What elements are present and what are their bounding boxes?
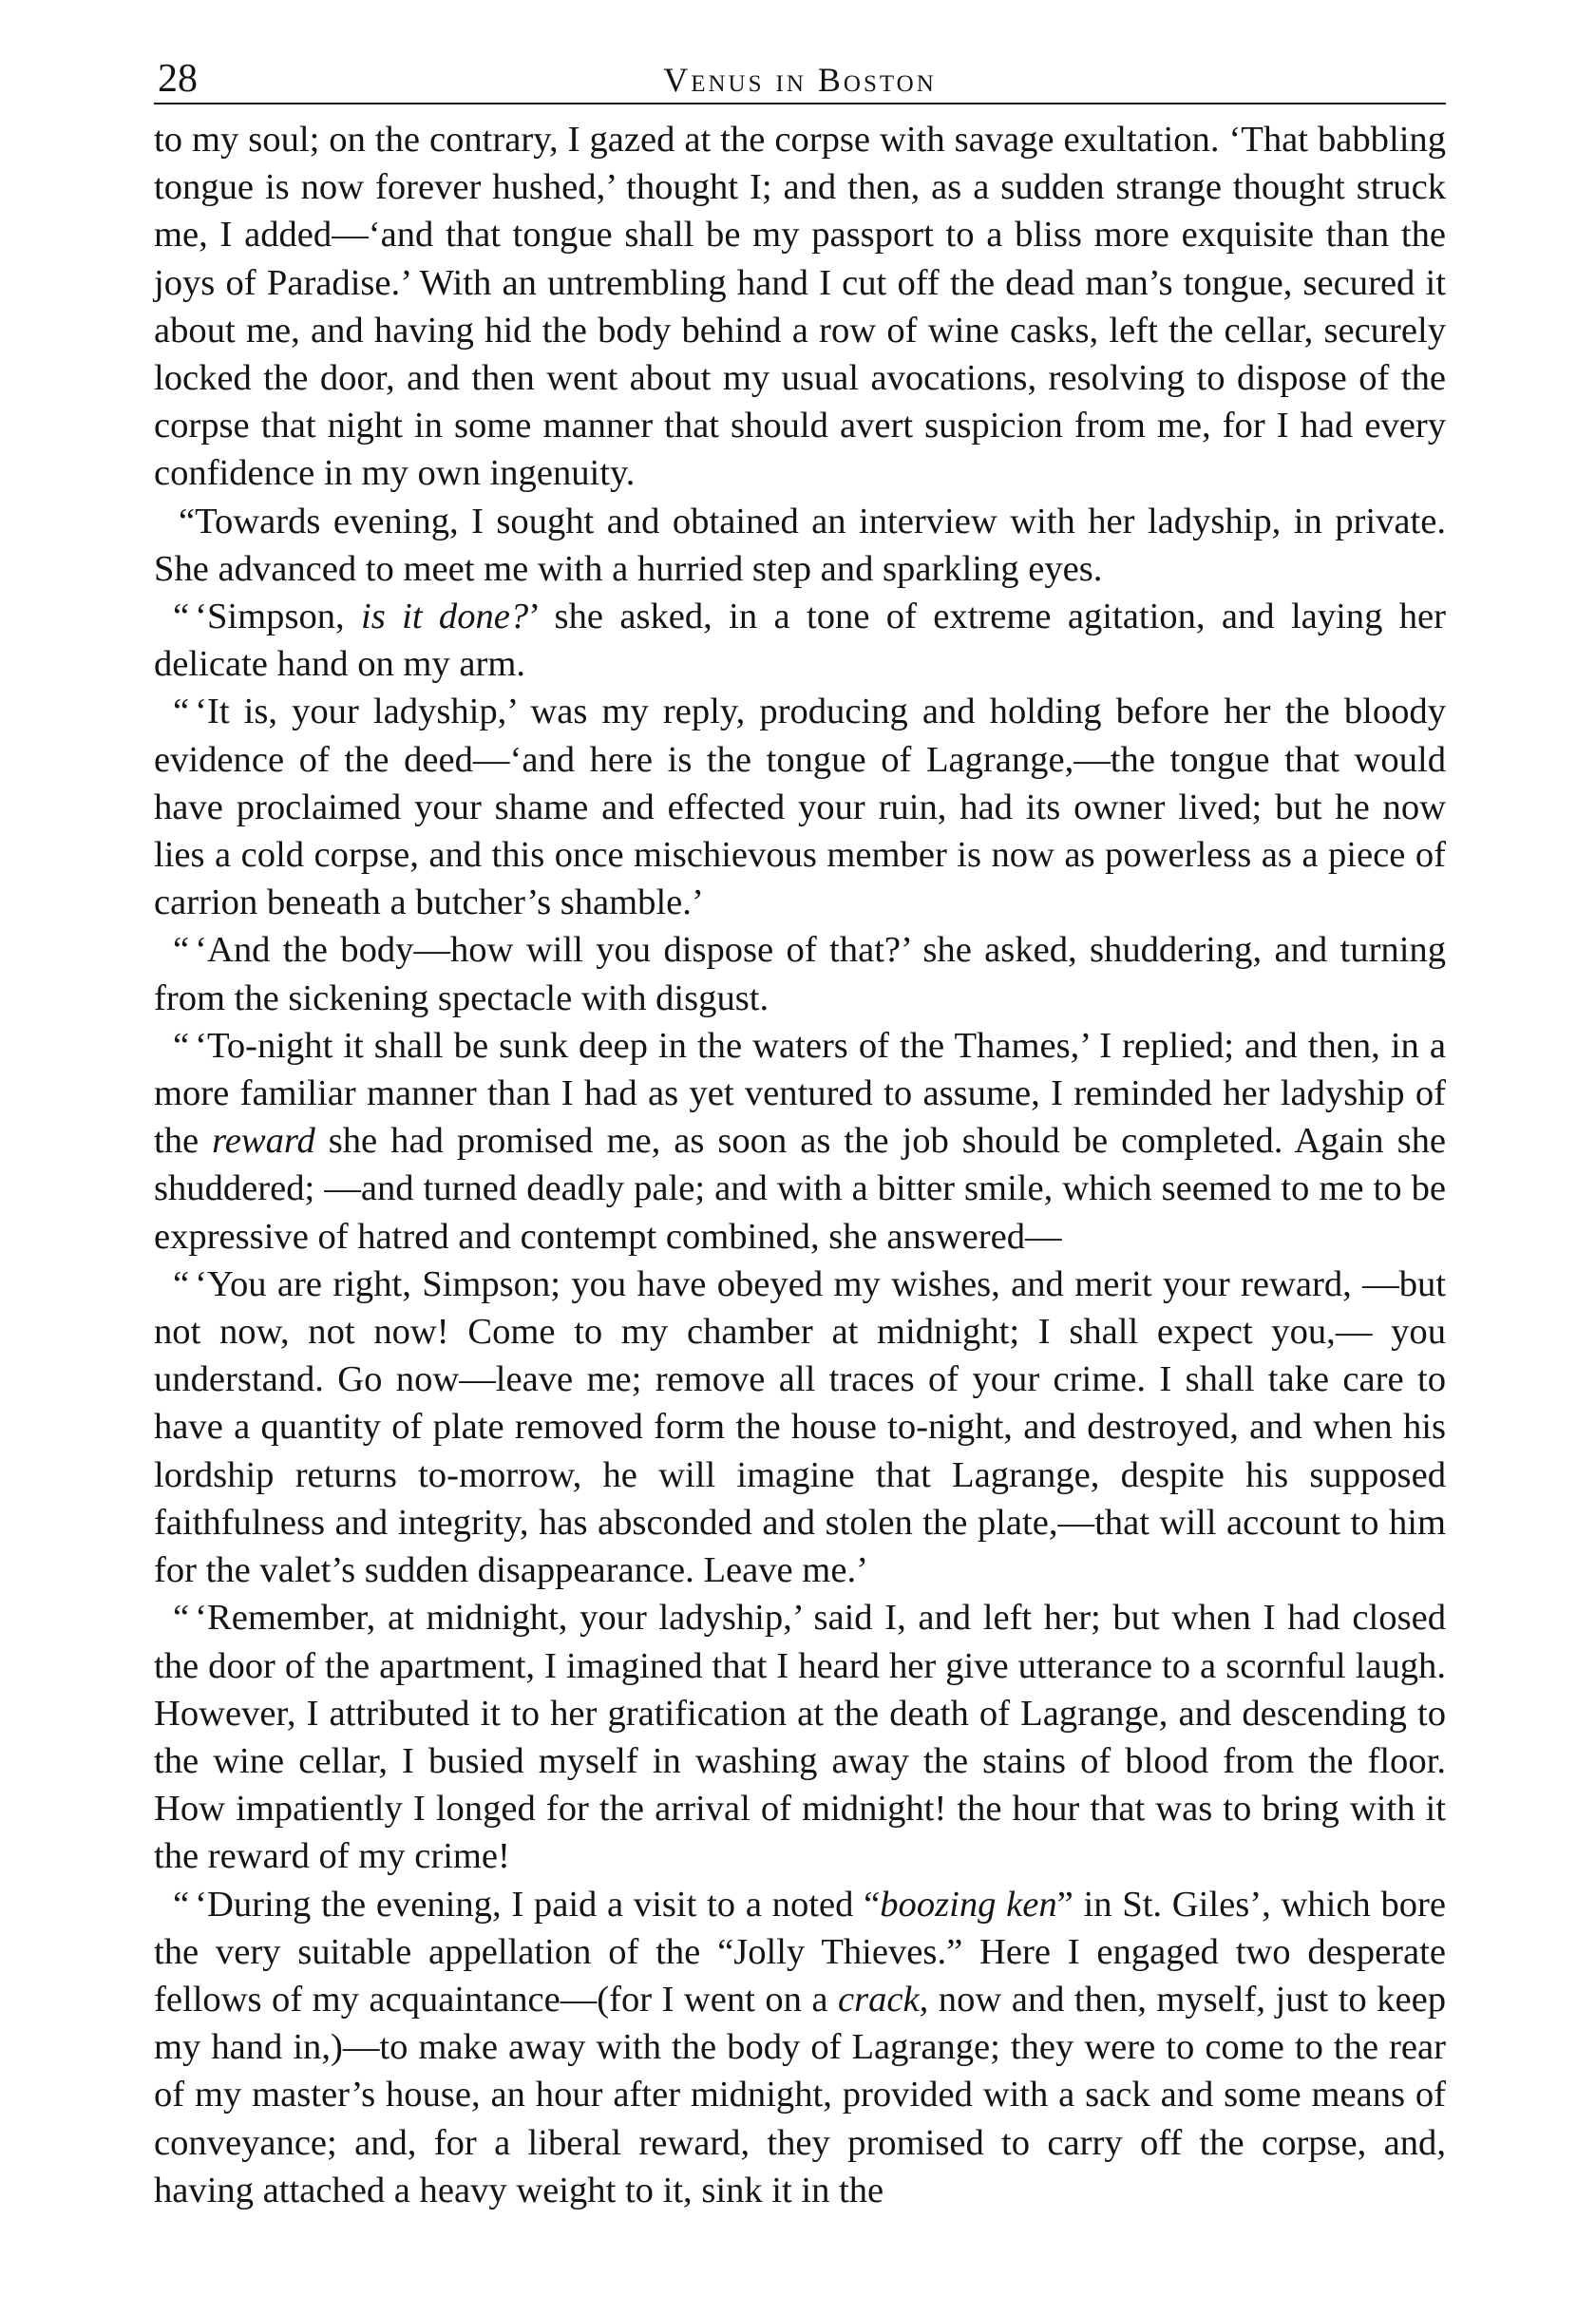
paragraph-text: ‘And the body—how will you dispose of that?’ she asked, shuddering, and turning from the sickening spectacle with disgust. — [154, 930, 1446, 1018]
paragraph-text: ‘During the evening, I paid a visit to a noted “ — [195, 1884, 881, 1925]
book-page — [154, 49, 1446, 2214]
paragraph-text: ‘To-night it shall be sunk deep in the waters of the Thames,’ I replied; and then, in a more familiar manner than I had as yet ventured to assume, I reminded her ladyship of the — [154, 1025, 1446, 1162]
italic-text: reward — [212, 1121, 315, 1162]
paragraph — [154, 116, 1446, 498]
paragraph-text: ‘Remember, at midnight, your ladyship,’ said I, and left her; but when I had closed the door of the apartment, I imagined that I heard her give utterance to a scornful laugh. However, I attributed it to her gratification at the death of Lagrange, and descending to the wine cellar, I busied myself in washing away the stains of blood from the floor. How impatiently I longed for the arrival of midnight! the hour that was to bring with it the reward of my crime! — [154, 1598, 1446, 1877]
paragraph-text: ’ she asked, in a tone of extreme agitation, and laying her delicate hand on my arm. — [154, 597, 1446, 685]
italic-text: boozing ken — [880, 1884, 1057, 1925]
page-number: 28 — [158, 57, 198, 101]
open-quote-mark: “ — [173, 1598, 190, 1639]
running-title: Venus in Boston — [663, 61, 937, 99]
paragraph-text: ‘Simpson, — [195, 597, 362, 637]
open-quote-mark: “ — [173, 1263, 190, 1304]
paragraph — [154, 926, 1446, 1021]
open-quote-mark: “ — [173, 1025, 190, 1066]
open-quote-mark: “ — [173, 930, 190, 971]
paragraph-text: ‘It is, your ladyship,’ was my reply, producing and holding before her the bloody evidence of the deed—‘and here is the tongue of Lagrange,—the tongue that would have proclaimed your shame and effected your ruin, had its owner lived; but he now lies a cold corpse, and this once mischievous member is now as powerless as a piece of carrion beneath a butcher’s shamble.’ — [154, 692, 1446, 923]
open-quote-mark: “ — [173, 692, 190, 732]
running-head — [154, 49, 1446, 104]
paragraph-text: she had promised me, as soon as the job should be completed. Again she shuddered; —and turned deadly pale; and with a bitter smile, which seemed to me to be expressive of hatred and contempt combined, she answered— — [154, 1121, 1446, 1257]
paragraph — [154, 593, 1446, 688]
paragraph — [154, 1881, 1446, 2214]
paragraph — [154, 688, 1446, 926]
open-quote-mark: “ — [173, 1884, 190, 1925]
body-text — [154, 116, 1446, 2214]
paragraph — [154, 1022, 1446, 1261]
paragraph — [154, 1261, 1446, 1594]
paragraph — [154, 498, 1446, 593]
italic-text: is it done? — [361, 597, 529, 637]
paragraph — [154, 1594, 1446, 1880]
paragraph-text: now and then, myself, just to keep my hand in,)—to make away with the body of Lagrange; they were to come to the rear of my master’s house, an hour after midnight, provided with a sack and some means of conveyance; and, for a liberal reward, they promised to carry off the corpse, and, having attached a heavy weight to it, sink it in the — [154, 1979, 1446, 2210]
paragraph-text: ‘You are right, Simpson; you have obeyed my wishes, and merit your reward, —but not now, not now! Come to my chamber at midnight; I shall expect you,— you understand. Go now—leave me; remove all traces of your crime. I shall take care to have a quantity of plate removed form the house to-night, and destroyed, and when his lordship returns to-morrow, he will imagine that Lagrange, despite his supposed faithfulness and integrity, has absconded and stolen the plate,—that will account to him for the valet’s sudden disappearance. Leave me.’ — [154, 1263, 1446, 1591]
open-quote-mark: “ — [173, 597, 190, 637]
italic-text: crack, — [838, 1979, 929, 2020]
paragraph-text: “Towards evening, I sought and obtained an interview with her ladyship, in private. She advanced to meet me with a hurried step and sparkling eyes. — [154, 501, 1446, 589]
paragraph-text: to my soul; on the contrary, I gazed at the corpse with savage exultation. ‘That babbling tongue is now forever hushed,’ thought I; and then, as a sudden strange thought struck me, I added—‘and that tongue shall be my passport to a bliss more exquisite than the joys of Paradise.’ With an untrembling hand I cut off the dead man’s tongue, secured it about me, and having hid the body behind a row of wine casks, left the cellar, securely locked the door, and then went about my usual avocations, resolving to dispose of the corpse that night in some manner that should avert suspicion from me, for I had every confidence in my own ingenuity. — [154, 120, 1446, 494]
paragraph-text: ” in St. Giles’, which bore the very suitable appellation of the “Jolly Thieves.” Here I engaged two desperate fellows of my acquaintance—(for I went on a — [154, 1884, 1446, 2020]
